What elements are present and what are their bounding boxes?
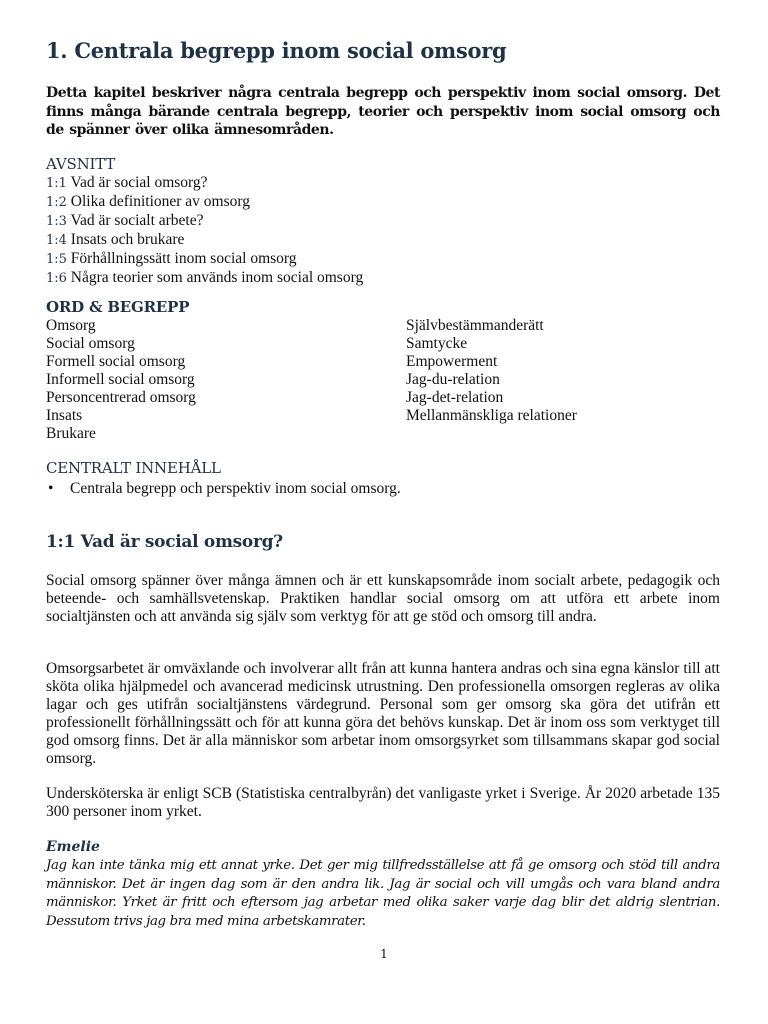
centralt-innehall-heading: CENTRALT INNEHÅLL [46, 459, 221, 477]
chapter-intro: Detta kapitel beskriver några centrala begrepp och perspektiv inom social omsorg. Det finns många bärande centrala begrepp, teorier och perspektiv inom social omsorg och de spänner över olika ämnesområden. [46, 85, 720, 138]
avsnitt-item [46, 193, 363, 212]
avsnitt-item [46, 231, 363, 250]
body-paragraph: Omsorgsarbetet är omväxlande och involverar allt från att kunna hantera andras och sina egna känslor till att sköta olika hjälpmedel och avancerad medicinsk utrustning. Den professionella omsorgen regleras av olika lagar och ges utifrån socialtjänstens värdegrund. Personal som ger omsorg ska göra det utifrån ett professionellt förhållningssätt och för att kunna göra det behövs kunskap. Det är inom oss som verktyget till god omsorg finns. Det är alla människor som arbetar inom omsorgsyrket som tillsammans skapar god social omsorg. [46, 660, 720, 767]
term-item: Mellanmänskliga relationer [406, 407, 577, 424]
term-item: Personcentrerad omsorg [46, 389, 196, 406]
avsnitt-label: Förhållningssätt inom social omsorg [66, 250, 297, 267]
ord-begrepp-left-column [46, 317, 196, 443]
section-heading: 1:1 Vad är social omsorg? [46, 532, 283, 552]
page-number: 1 [380, 947, 388, 961]
avsnitt-number: 1:2 [46, 195, 67, 210]
term-item: Social omsorg [46, 335, 135, 352]
avsnitt-label: Insats och brukare [66, 231, 185, 248]
centralt-innehall-list [46, 480, 401, 498]
ord-begrepp-right-column [406, 317, 577, 425]
avsnitt-item [46, 269, 363, 288]
avsnitt-item [46, 212, 363, 231]
term-item: Jag-det-relation [406, 389, 504, 406]
avsnitt-number: 1:4 [46, 233, 67, 248]
chapter-title: 1. Centrala begrepp inom social omsorg [46, 38, 507, 63]
body-paragraph: Social omsorg spänner över många ämnen och är ett kunskapsområde inom socialt arbete, pedagogik och beteende- och samhällsvetenskap. Praktiken handlar social omsorg om att utföra ett arbete inom socialtjänsten och att använda sig själv som verktyg för att ge stöd och omsorg till andra. [46, 572, 720, 625]
bullet-icon: • [48, 480, 54, 497]
term-item: Informell social omsorg [46, 371, 195, 388]
avsnitt-label: Vad är socialt arbete? [66, 212, 204, 229]
quote-author: Emelie [46, 839, 100, 855]
avsnitt-number: 1:5 [46, 252, 67, 267]
avsnitt-label: Olika definitioner av omsorg [66, 193, 251, 210]
term-item: Brukare [46, 425, 96, 442]
avsnitt-number: 1:3 [46, 214, 67, 229]
term-item: Formell social omsorg [46, 353, 186, 370]
avsnitt-heading: AVSNITT [46, 155, 116, 173]
list-item-text: Centrala begrepp och perspektiv inom social omsorg. [70, 480, 401, 497]
term-item: Samtycke [406, 335, 468, 352]
avsnitt-number: 1:6 [46, 271, 67, 286]
ord-begrepp-heading: ORD & BEGREPP [46, 298, 190, 316]
avsnitt-number: 1:1 [46, 176, 67, 191]
avsnitt-list [46, 174, 363, 288]
term-item: Självbestämmanderätt [406, 317, 544, 334]
list-item [46, 480, 401, 498]
avsnitt-label: Några teorier som används inom social omsorg [66, 269, 364, 286]
term-item: Omsorg [46, 317, 96, 334]
avsnitt-item [46, 174, 363, 193]
body-paragraph: Undersköterska är enligt SCB (Statistiska centralbyrån) det vanligaste yrket i Sverige. År 2020 arbetade 135 300 personer inom yrket. [46, 785, 720, 820]
term-item: Jag-du-relation [406, 371, 500, 388]
term-item: Empowerment [406, 353, 498, 370]
quote-text: Jag kan inte tänka mig ett annat yrke. Det ger mig tillfredsställelse att få ge omsorg och stöd till andra människor. Det är ingen dag som är den andra lik. Jag är social och vill umgås och vara bland andra människor. Yrket är fritt och eftersom jag arbetar med olika saker varje dag blir det aldrig slentrian. Dessutom trivs jag bra med mina arbetskamrater. [46, 858, 720, 929]
avsnitt-item [46, 250, 363, 269]
term-item: Insats [46, 407, 83, 424]
avsnitt-label: Vad är social omsorg? [66, 174, 208, 191]
